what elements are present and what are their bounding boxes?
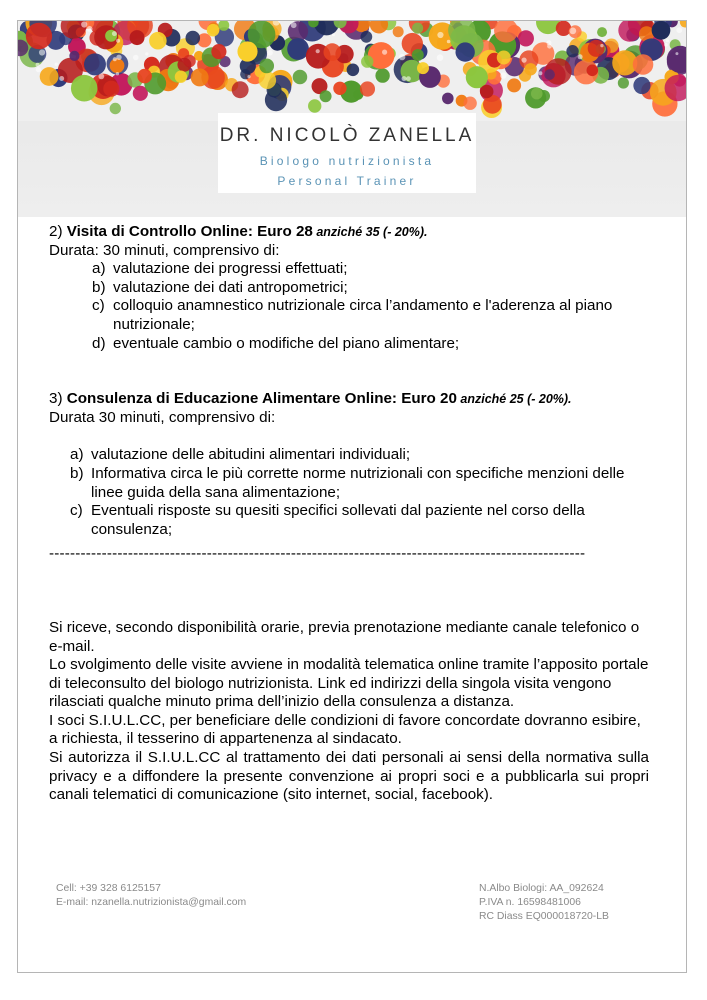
online-visit-paragraph: Lo svolgimento delle visite avviene in modalità telematica online tramite l’apposito portale di teleconsulto del biologo nutrizionista. Link ed indirizzi della singola visita vengono rilasciati qualche minuto prima dell’inizio della consulenza a distanza. bbox=[49, 656, 649, 711]
profession-subtitle: Personal Trainer bbox=[277, 174, 417, 188]
list-item-text: valutazione dei dati antropometrici; bbox=[113, 278, 348, 296]
document-body bbox=[49, 223, 649, 805]
list-item-text: Informativa circa le più corrette norme nutrizionali con specifiche menzioni delle linee guida della sana alimentazione; bbox=[91, 464, 625, 501]
section-title: Consulenza di Educazione Alimentare Online: Euro 20 bbox=[66, 390, 457, 408]
fruit-banner-image bbox=[18, 21, 686, 121]
section-number: 3) bbox=[49, 390, 67, 408]
footer-contacts bbox=[56, 882, 246, 910]
section-3-list bbox=[49, 446, 649, 539]
footer-albo: N.Albo Biologi: AA_092624 bbox=[479, 883, 604, 894]
footer-registration bbox=[479, 882, 609, 924]
section-3-heading bbox=[49, 390, 649, 409]
letterhead bbox=[18, 21, 686, 217]
list-marker: c) bbox=[70, 502, 83, 520]
discount-note: anziché 35 (- 20%). bbox=[312, 225, 428, 239]
doctor-name: DR. NICOLÒ ZANELLA bbox=[219, 125, 475, 146]
list-item-text: colloquio anamnestico nutrizionale circa l’andamento e l'aderenza al piano nutrizionale; bbox=[113, 297, 613, 333]
list-item bbox=[49, 297, 649, 334]
discount-note: anziché 25 (- 20%). bbox=[456, 392, 572, 407]
list-marker: d) bbox=[92, 334, 106, 352]
list-item bbox=[49, 279, 649, 298]
footer-vat: P.IVA n. 16598481006 bbox=[479, 897, 581, 908]
list-item bbox=[49, 335, 649, 354]
list-marker: b) bbox=[70, 464, 84, 482]
list-item bbox=[49, 465, 649, 502]
list-item-text: valutazione delle abitudini alimentari individuali; bbox=[91, 446, 411, 464]
list-item-text: Eventuali risposte su quesiti specifici sollevati dal paziente nel corso della consulenza; bbox=[91, 502, 585, 538]
footer-insurance: RC Diass EQ000018720-LB bbox=[479, 911, 609, 922]
profession-title: Biologo nutrizionista bbox=[259, 154, 435, 168]
separator-line: ------------------------------------------------------------------------------------------------------ bbox=[49, 545, 586, 563]
section-2-list bbox=[49, 260, 649, 353]
section-title: Visita di Controllo Online: Euro 28 bbox=[66, 223, 313, 240]
logo-box bbox=[218, 113, 476, 193]
members-paragraph: I soci S.I.U.L.CC, per beneficiare delle condizioni di favore concordate dovranno esibire, a richiesta, il tesserino di appartenenza al sindacato. bbox=[49, 711, 641, 748]
list-marker: a) bbox=[70, 446, 84, 464]
duration-text: Durata: 30 minuti, comprensivo di: bbox=[49, 241, 280, 259]
footer-phone: Cell: +39 328 6125157 bbox=[56, 883, 161, 894]
list-item bbox=[49, 502, 649, 539]
list-marker: b) bbox=[92, 278, 106, 296]
list-item bbox=[49, 446, 649, 465]
booking-paragraph: Si riceve, secondo disponibilità orarie, previa prenotazione mediante canale telefonico o e-mail. bbox=[49, 618, 640, 655]
list-item-text: eventuale cambio o modifiche del piano alimentare; bbox=[113, 334, 460, 352]
list-item-text: valutazione dei progressi effettuati; bbox=[113, 260, 348, 278]
privacy-paragraph: Si autorizza il S.I.U.L.CC al trattamento dei dati personali ai sensi della normativa sulla privacy e a diffondere la presente convenzione ai propri soci e a pubblicarla sui propri canali telematici di comunicazione (sito internet, social, facebook). bbox=[49, 749, 649, 804]
footer-email: E-mail: nzanella.nutrizionista@gmail.com bbox=[56, 897, 247, 908]
section-2-heading bbox=[49, 223, 649, 242]
duration-text: Durata 30 minuti, comprensivo di: bbox=[49, 408, 276, 426]
section-number: 2) bbox=[49, 223, 67, 240]
list-marker: a) bbox=[92, 260, 106, 278]
list-item bbox=[49, 260, 649, 279]
list-marker: c) bbox=[92, 297, 105, 315]
